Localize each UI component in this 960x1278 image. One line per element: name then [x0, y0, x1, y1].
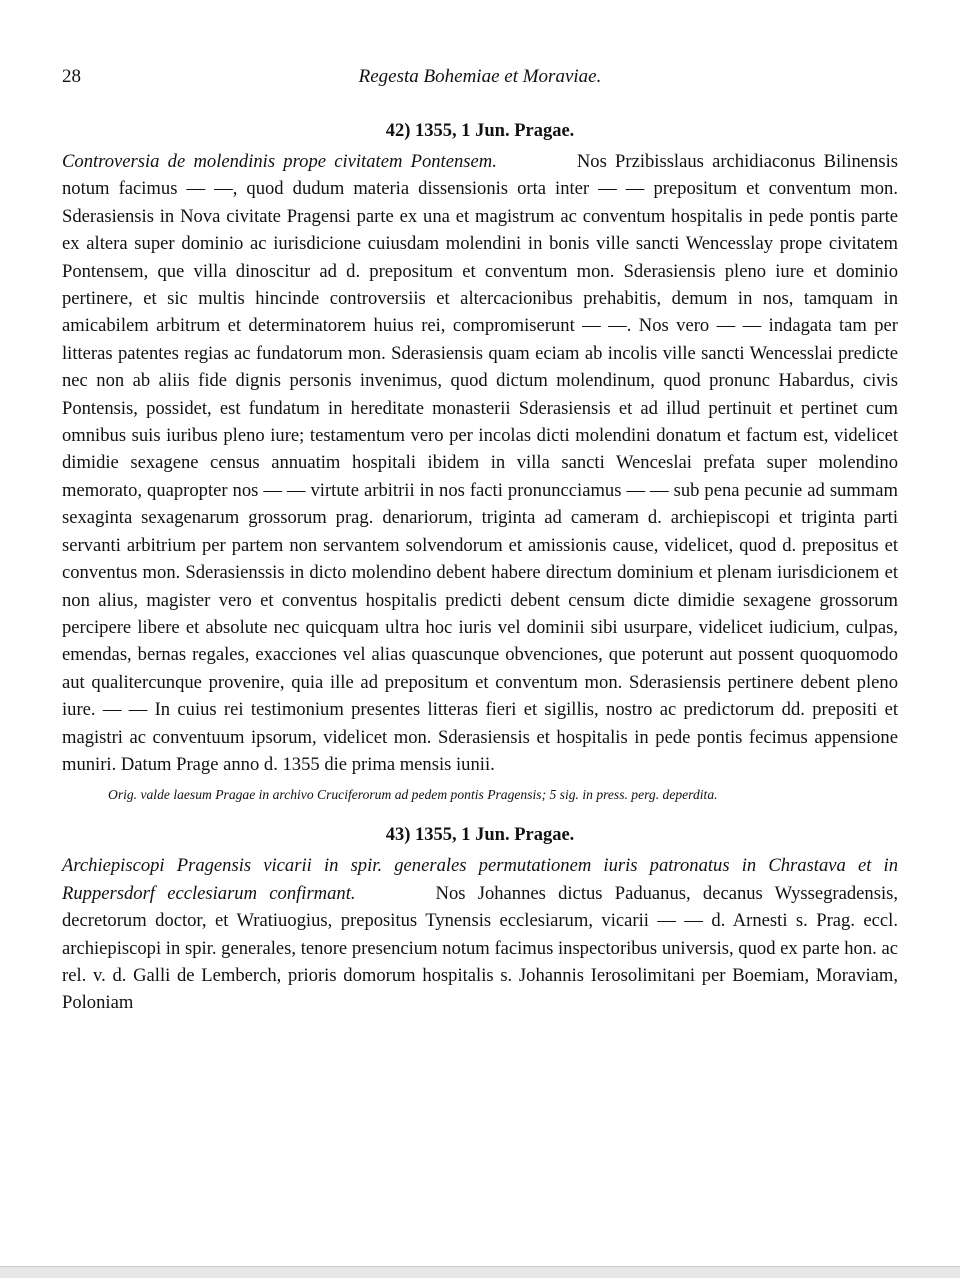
entry-heading: 42) 1355, 1 Jun. Pragae. [385, 121, 575, 141]
entry-body: Nos Johannes dictus Paduanus, decanus Wyssegradensis, decretorum doctor, et Wratiuogius, prepositus Tynensis ecclesiarum, vicarii — — d. Arnesti s. Prag. eccl. archiepiscopi in spir. generales, tenore presencium notum facimus inspectoribus universis, quod ex parte hon. ac rel. v. d. Galli de Lemberch, prioris domorum hospitalis s. Johannis Ierosolimitani per Boemiam, Moraviam, Poloniam [62, 882, 898, 1014]
entry-spacer [62, 806, 898, 822]
entry-text [62, 148, 898, 778]
page-body [62, 118, 898, 1017]
running-title: Regesta Bohemiae et Moraviae. [358, 66, 602, 87]
source-note: Orig. valde laesum Pragae in archivo Cruciferorum ad pedem pontis Pragensis; 5 sig. in press. perg. deperdita. [108, 787, 718, 803]
entry-regest: Archiepiscopi Pragensis vicarii in spir. generales permutationem iuris patronatus in Chrastava et in Ruppersdorf ecclesiarum confirmant. [62, 855, 898, 904]
entry-heading: 43) 1355, 1 Jun. Pragae. [385, 825, 575, 846]
running-head [62, 66, 898, 92]
entry-regest: Controversia de molendinis prope civitatem Pontensem. [62, 151, 497, 172]
page-bottom-edge [0, 1266, 960, 1278]
entry-text [62, 852, 898, 1016]
page-number: 28 [62, 66, 81, 87]
entry-body: Nos Przibisslaus archidiaconus Bilinensis notum facimus — —, quod dudum materia dissensionis orta inter — — prepositum et conventum mon. Sderasiensis in Nova civitate Pragensi parte ex una et magistrum ac conventum hospitalis in pede pontis parte ex altera super dominio ac iurisdicione cuiusdam molendini in bonis ville sancti Wencesslay prope civitatem Pontensem, que villa dinoscitur ad d. prepositum et conventum mon. Sderasiensis pleno iure et dominio pertinere, et sic multis hincinde controversiis et altercacionibus prehabitis, demum in nos, tamquam in amicabilem arbitrum et determinatorem huius rei, compromiserunt — —. Nos vero — — indagata tam per litteras patentes regias ac fundatorum mon. Sderasiensis quam eciam ab incolis ville sancti Wencesslai predicte nec non ab aliis fide dignis personis invenimus, quod dictum molendinum, quod pronunc Habardus, civis Pontensis, possidet, est fundatum in hereditate monasterii Sderasiensis et ad illud pertinuit et pertinet cum omnibus suis iuribus pleno iure; testamentum vero per incolas dicti molendini donatum et factum est, videlicet dimidie sexagene census annuatim hospitali ibidem in villa sancti Wenceslai prefata super molendino memorato, quapropter nos — — virtute arbitrii in nos facti pronuncciamus — — sub pena pecunie ad summam sexaginta sexagenarum grossorum prag. denariorum, triginta ad cameram d. archiepiscopi et triginta parti servanti arbitrium per partem non servantem solvendorum et amissionis cause, videlicet, quod d. prepositus et conventus mon. Sderasienssis in dicto molendino debent habere directum dominium et plenam iurisdicionem et non alius, magister vero et conventus hospitalis predicti debent censum dicte dimidie sexagene grossorum percipere libere et absolute nec quicquam ultra hoc iuris vel dominii sibi usurpare, videlicet iudicium, culpas, emendas, bernas regales, exacciones vel alias quascunque obvenciones, que poterunt aut possent quoquomodo aut qualitercunque provenire, quia ille ad prepositum et conventum mon. Sderasiensis pertinere debent pleno iure. — — In cuius rei testimonium presentes litteras fieri et sigillis, nostro ac predictorum dd. prepositi et magistri ac conventuum ipsorum, videlicet mon. Sderasiensis et hospitalis in pede pontis fecimus appensione muniri. Datum Prage anno d. 1355 die prima mensis iunii. [62, 151, 898, 775]
entry-42 [62, 118, 898, 806]
entry-43 [62, 822, 898, 1016]
